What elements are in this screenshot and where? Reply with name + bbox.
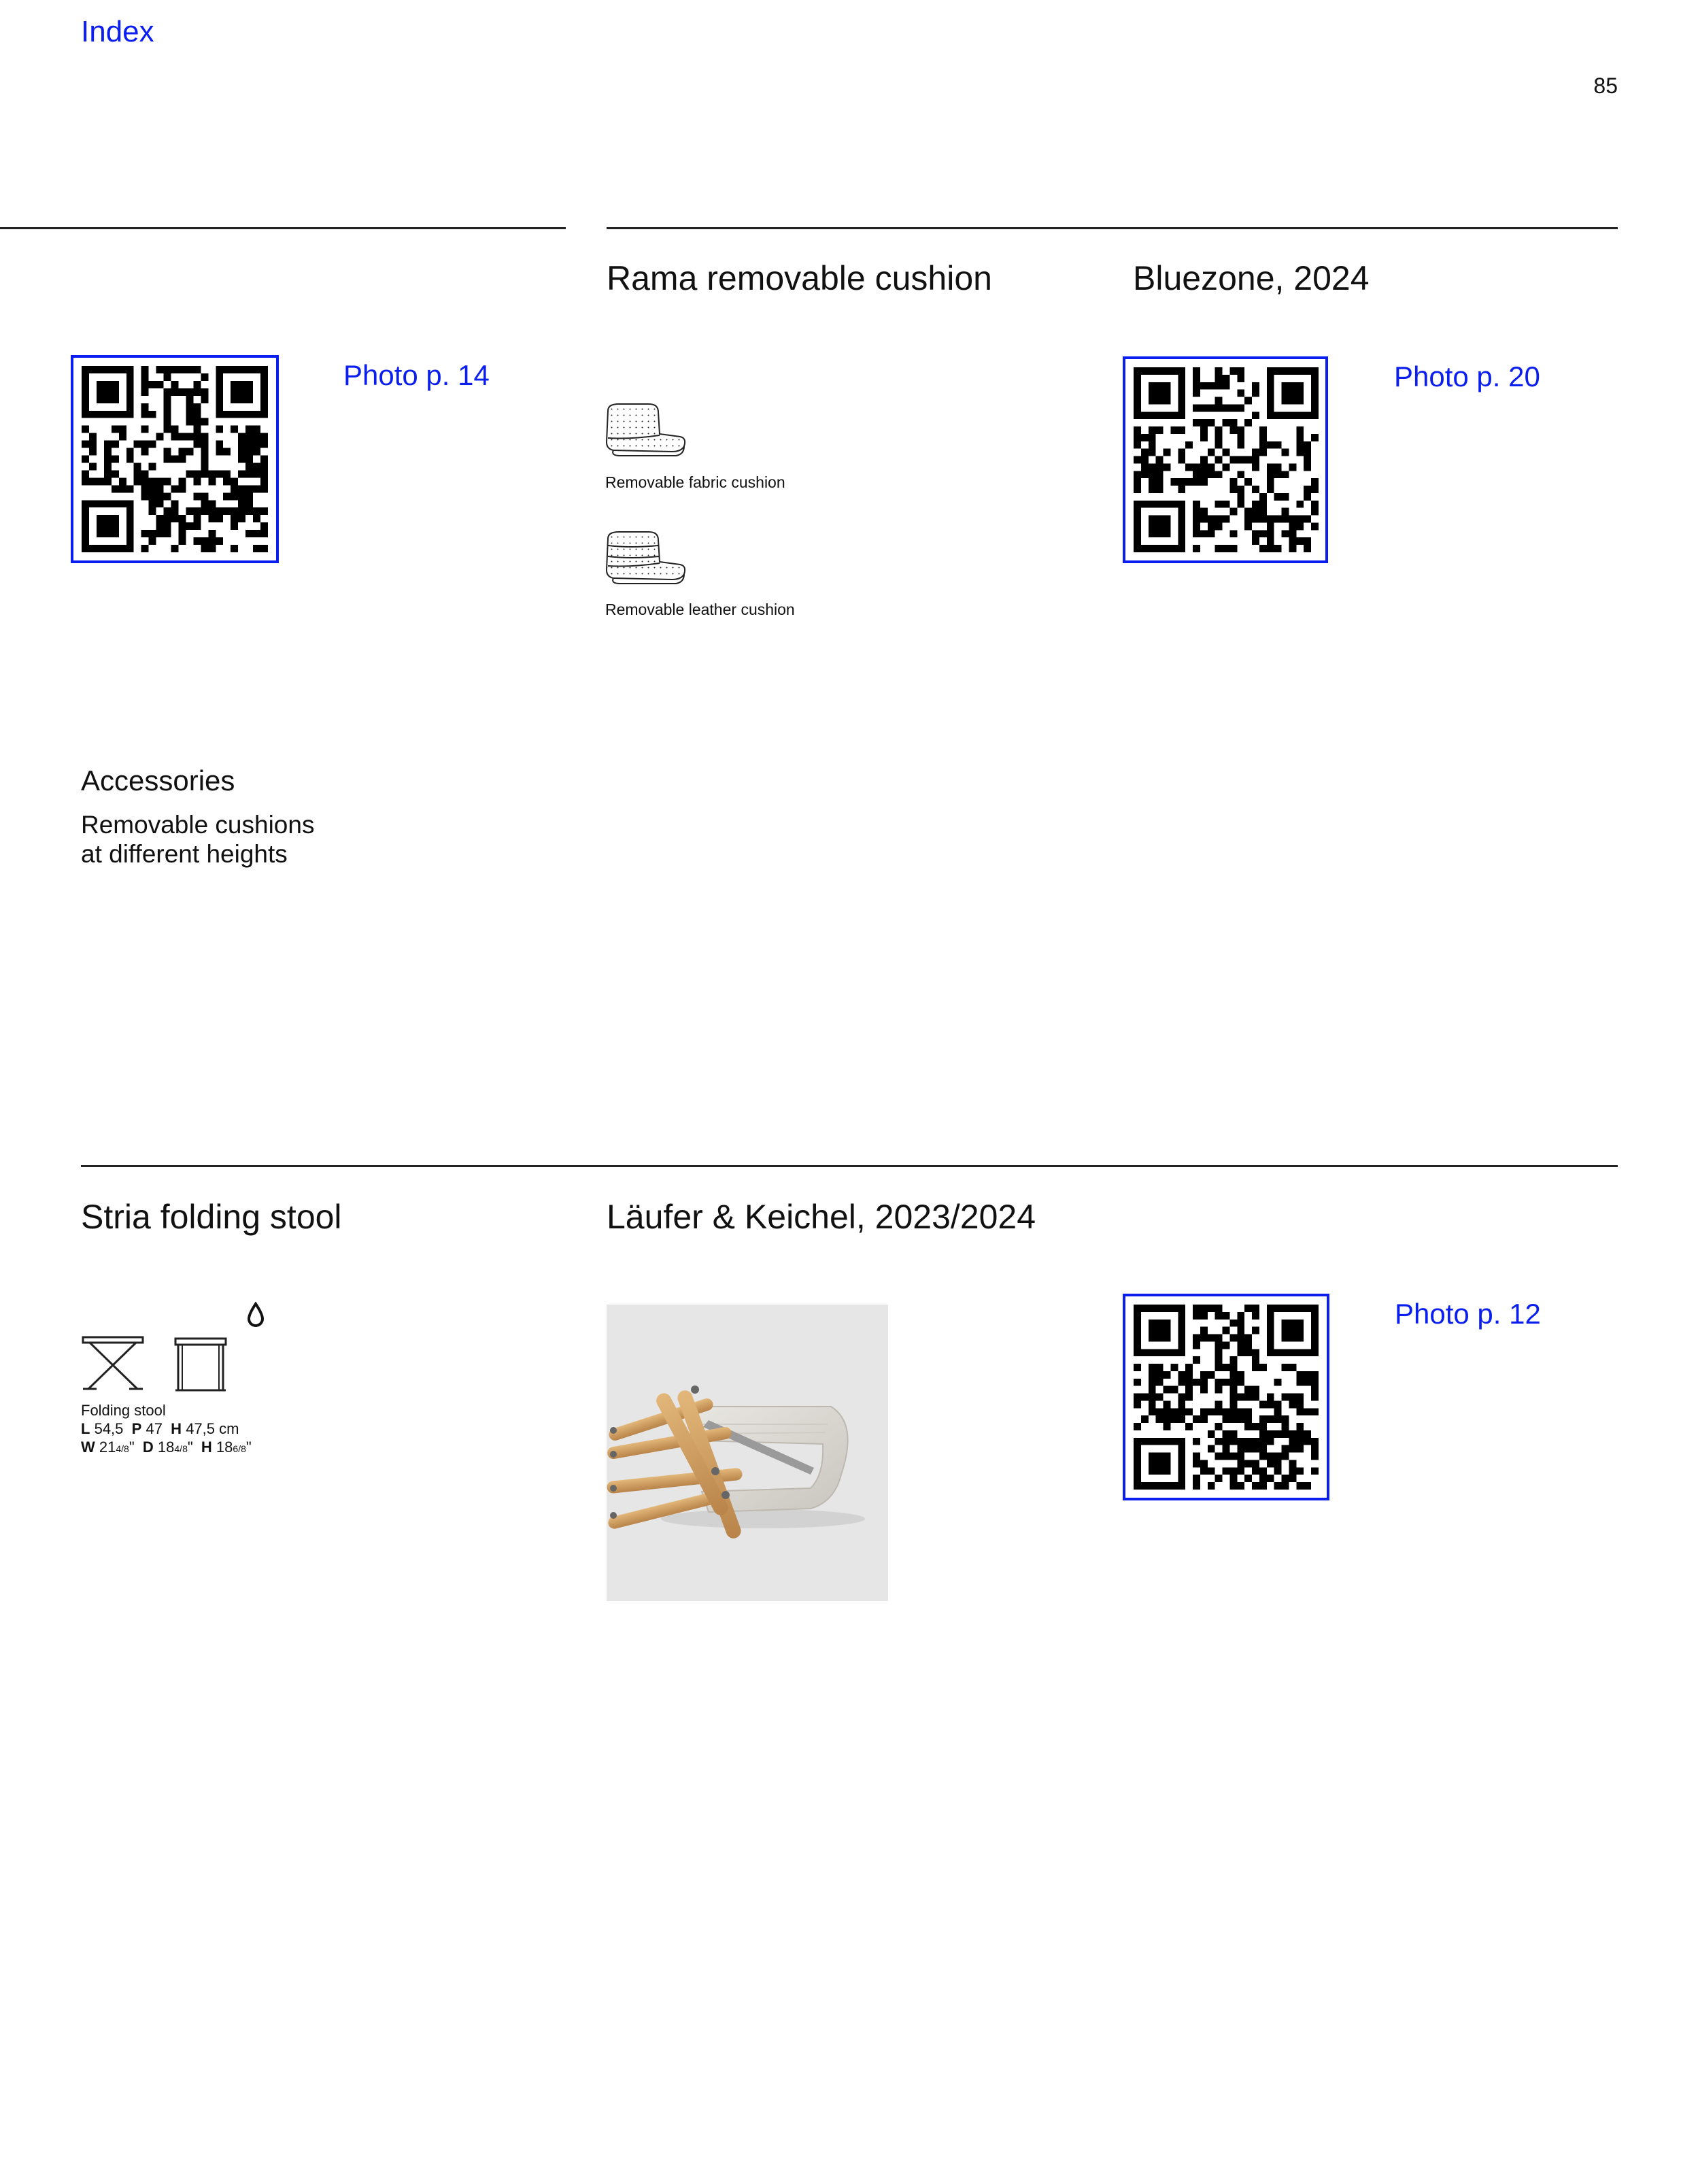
fabric-cushion-icon (604, 401, 690, 462)
qr-code-right[interactable] (1123, 356, 1328, 563)
photo-ref-link-right[interactable]: Photo p. 20 (1394, 360, 1540, 392)
dimensions-metric: L 54,5 P 47 H 47,5 cm (81, 1420, 239, 1437)
water-drop-icon (246, 1302, 265, 1331)
folded-stool-photo (607, 1305, 888, 1601)
designer-credit: Bluezone, 2024 (1133, 259, 1370, 297)
photo-ref-link-bottom[interactable]: Photo p. 12 (1395, 1298, 1541, 1330)
accessories-heading: Accessories (81, 765, 235, 796)
qr-code-icon (1134, 367, 1319, 552)
product-title: Stria folding stool (81, 1198, 342, 1236)
product-name: Folding stool (81, 1402, 166, 1419)
qr-code-left[interactable] (71, 355, 279, 563)
qr-code-bottom[interactable] (1123, 1294, 1329, 1500)
accessories-line-1: Removable cushions (81, 811, 315, 839)
option-label: Removable leather cushion (605, 601, 795, 618)
dimensions-imperial: W 214/8" D 184/8" H 186/8" (81, 1439, 252, 1456)
qr-code-icon (82, 366, 268, 552)
leather-cushion-icon (604, 529, 690, 590)
product-title: Rama removable cushion (607, 259, 992, 297)
photo-ref-link-left[interactable]: Photo p. 14 (343, 359, 490, 391)
section-divider-bottom (81, 1165, 1618, 1167)
qr-code-icon (1134, 1305, 1319, 1490)
page-number: 85 (1593, 73, 1618, 98)
accessories-line-2: at different heights (81, 840, 288, 868)
section-divider-right (607, 227, 1618, 229)
index-link[interactable]: Index (81, 15, 154, 48)
designer-credit: Läufer & Keichel, 2023/2024 (607, 1198, 1036, 1236)
option-label: Removable fabric cushion (605, 473, 785, 491)
section-divider-left (0, 227, 566, 229)
folding-stool-side-icon (173, 1336, 228, 1396)
folding-stool-front-icon (80, 1334, 146, 1396)
